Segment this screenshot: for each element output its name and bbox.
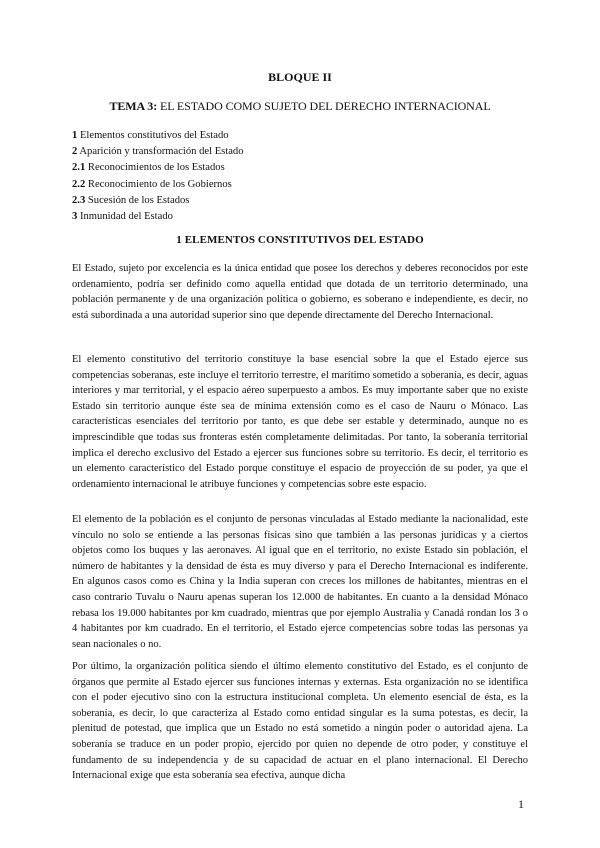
toc-text: Reconocimiento de los Gobiernos — [87, 178, 232, 190]
toc-number: 2.1 — [72, 162, 86, 174]
toc-number: 3 — [72, 211, 78, 223]
toc-item — [72, 144, 528, 160]
toc-text: Aparición y transformación del Estado — [79, 146, 244, 158]
paragraph-territory: El elemento constitutivo del territorio constituye la base esencial sobre la que el Estado ejerce sus competencias soberanas, este incluye el territorio terrestre, el marítimo sometido a soberanía, es decir, aguas interiores y mar territorial, y el espacio aéreo superpuesto a ambos. Es muy importante saber que no existe Estado sin territorio aunque éste sea de mínima extensión como es el caso de Nauru o Mónaco. Las características esenciales del territorio por tanto, es que debe ser estable y determinado, aunque no es imprescindible que todas sus fronteras estén completamente delimitadas. Por tanto, la soberanía territorial implica el derecho exclusivo del Estado a ejercer sus funciones sobre su territorio. Es decir, el territorio es un elemento característico del Estado porque constituye el espacio de proyección de su poder, ya que el ordenamiento internacional le atribuye funciones y competencias sobre este espacio. — [72, 354, 528, 490]
toc-number: 2.2 — [72, 178, 86, 190]
topic-title — [72, 99, 528, 114]
page-number: 1 — [518, 797, 524, 811]
block-title: BLOQUE II — [268, 70, 332, 84]
toc-number: 2 — [72, 146, 78, 158]
toc-text: Inmunidad del Estado — [79, 211, 173, 223]
toc-number: 1 — [72, 130, 78, 141]
table-of-contents — [72, 128, 528, 225]
paragraph-definition: El Estado, sujeto por excelencia es la única entidad que posee los derechos y deberes reconocidos por este ordenamiento, podría ser definido como aquella entidad que dotada de un territorio determinado, una población permanente y de una organización política o gobierno, es soberano e independiente, es decir, no está subordinada a una autoridad superior sino que depende directamente del Derecho Internacional. — [72, 263, 528, 321]
toc-item — [72, 160, 528, 176]
toc-item — [72, 128, 528, 144]
toc-item — [72, 193, 528, 209]
toc-number: 2.3 — [72, 194, 86, 206]
toc-text: Elementos constitutivos del Estado — [79, 130, 229, 141]
toc-item — [72, 209, 528, 225]
topic-label: TEMA 3: — [109, 99, 158, 113]
paragraph-organization: Por último, la organización política siendo el último elemento constitutivo del Estado, es el conjunto de órganos que permite al Estado ejercer sus funciones internas y externas. Esta organización no se identifica con el poder ejecutivo sino con la estructura institucional completa. Un elemento esencial de ésta, es la soberanía, es decir, lo que caracteriza al Estado como entidad singular es la suma potestas, es decir, la plenitud de potestad, que implica que un Estado no está sometido a ningún poder o autoridad ajena. La soberanía se traduce en un poder propio, ejercido por quien no depende de otro poder, y constituye el fundamento de su independencia y de su capacidad de actuar en el plano internacional. El Derecho Internacional exige que esta soberanía sea efectiva, aunque dicha — [72, 661, 528, 782]
toc-text: Reconocimientos de los Estados — [87, 162, 225, 174]
section-heading: 1 ELEMENTOS CONSTITUTIVOS DEL ESTADO — [176, 234, 424, 246]
toc-item — [72, 177, 528, 193]
toc-text: Sucesión de los Estados — [87, 194, 190, 206]
topic-text: EL ESTADO COMO SUJETO DEL DERECHO INTERNACIONAL — [160, 99, 491, 113]
paragraph-population: El elemento de la población es el conjunto de personas vinculadas al Estado mediante la nacionalidad, este vínculo no solo se entiende a las personas físicas sino que también a las personas jurídicas y a ciertos objetos como los buques y las aeronaves. Al igual que en el territorio, no existe Estado sin población, el número de habitantes y la densidad de ésta es muy diverso y para el Derecho Internacional es indiferente. En algunos casos como es China y la India superan con creces los millones de habitantes, mientras en el caso contrario Tuvalu o Nauru apenas superan los 12.000 de habitantes. En cuanto a la densidad Mónaco rebasa los 19.000 habitantes por km cuadrado, mientras que por ejemplo Australia y Canadá rondan los 3 o 4 habitantes por km cuadrado. En el territorio, el Estado ejerce competencias sobre todas las personas ya sean nacionales o no. — [72, 514, 528, 650]
